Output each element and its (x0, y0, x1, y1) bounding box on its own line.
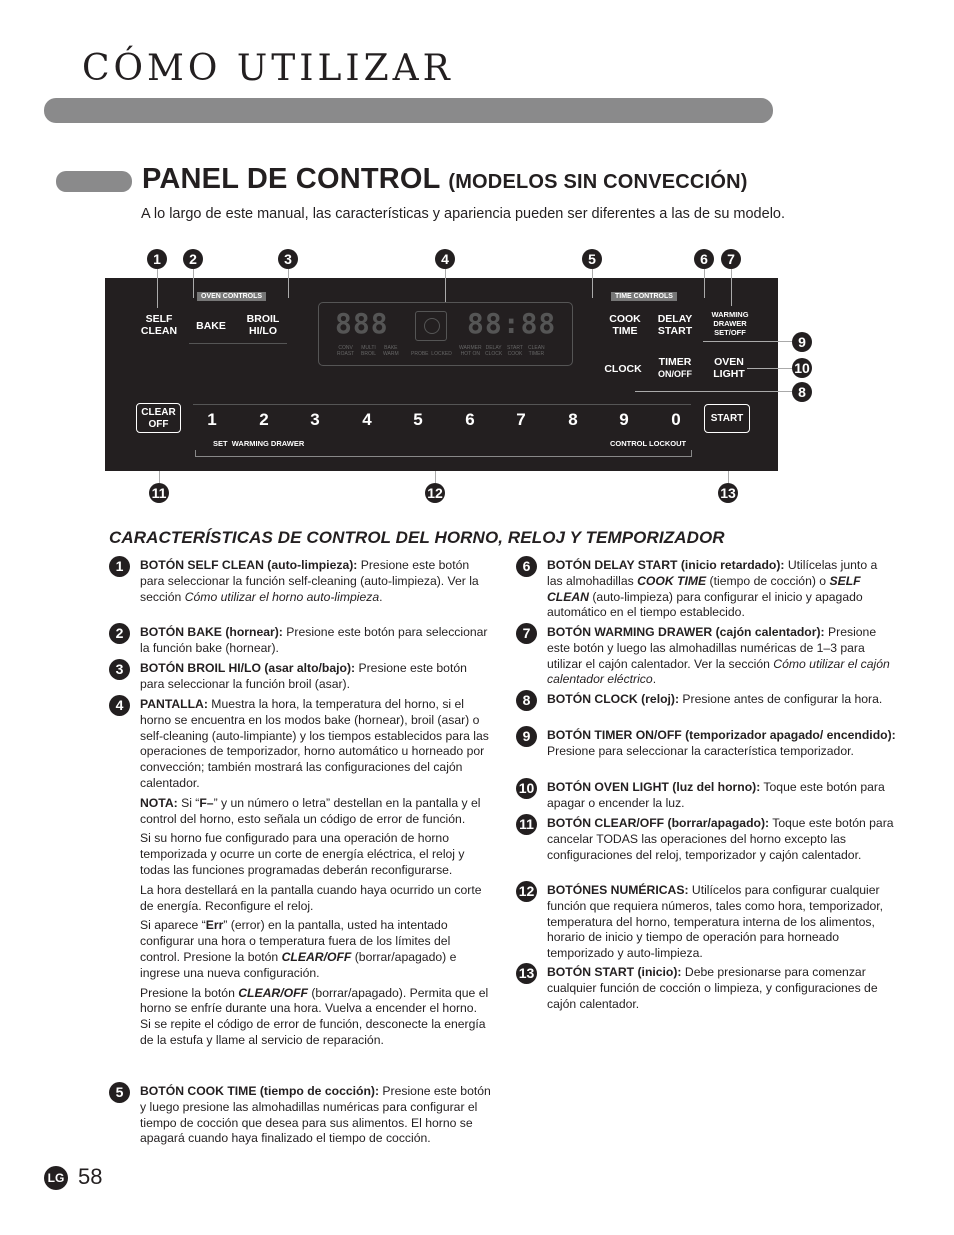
item-7-text (547, 625, 896, 688)
oven-controls-tag: OVEN CONTROLS (197, 292, 266, 301)
note-label: NOTA: (140, 795, 178, 810)
callout-7: 7 (721, 249, 741, 269)
section-title-main: PANEL DE CONTROL (142, 163, 441, 195)
item-10 (516, 780, 896, 812)
oven-light-line2: LIGHT (713, 368, 745, 380)
bullet-5: 5 (109, 1082, 130, 1103)
bullet-2: 2 (109, 623, 130, 644)
item-13-bold: BOTÓN START (inicio): (547, 965, 682, 979)
intro-text: A lo largo de este manual, las características y apariencia pueden ser diferentes a las de su modelo. (141, 206, 786, 222)
item-2 (109, 625, 491, 657)
p5a: Presione la botón (140, 985, 239, 1000)
warming-drawer-line2: DRAWER (713, 319, 747, 328)
item-11 (516, 816, 896, 863)
number-key-3[interactable]: 3 (310, 410, 320, 429)
callout-3: 3 (278, 249, 298, 269)
callout-9: 9 (792, 332, 812, 352)
number-key-0[interactable]: 0 (671, 410, 681, 429)
p4b: ” (error) en la pantalla, usted ha intentado configurar una hora o temperatura fuera de los límites del control. Presione la botón (140, 918, 451, 964)
item-10-bold: BOTÓN OVEN LIGHT (luz del horno): (547, 780, 761, 794)
page-title: CÓMO UTILIZAR (82, 48, 454, 89)
oven-fan-icon (424, 318, 440, 334)
display-label-warmer: WARMER HOT ON (459, 345, 482, 357)
leader-13 (728, 471, 729, 483)
item-8-body: Presione antes de configurar la hora. (679, 692, 883, 706)
callout-10: 10 (792, 358, 812, 378)
inner-leader-5 (592, 278, 593, 298)
p4a: Si aparece “ (140, 918, 206, 933)
p4d: (borrar/apagado) e ingrese una nueva configuración. (140, 949, 457, 980)
item-12-bold: BOTÓNES NUMÉRICAS: (547, 883, 689, 897)
control-lockout-label: CONTROL LOCKOUT (610, 439, 687, 448)
warming-drawer-button[interactable] (705, 310, 755, 337)
item-8-text (547, 692, 896, 708)
item-7-italic: Cómo utilizar el cajón calentador eléctrico (547, 656, 890, 687)
clear-off-line2: OFF (148, 419, 169, 430)
display-temperature: 888 (335, 307, 389, 340)
item-11-text (547, 816, 896, 863)
self-clean-line2: CLEAN (140, 325, 178, 337)
cook-time-button[interactable] (601, 313, 649, 337)
oven-controls-underline (189, 343, 287, 344)
p4-err: Err (205, 918, 224, 933)
callout-5: 5 (582, 249, 602, 269)
item-11-bold: BOTÓN CLEAR/OFF (borrar/apagado): (547, 816, 770, 830)
inner-leader-7 (731, 278, 732, 306)
item-6-t3: (auto-limpieza) para configurar el inicio y apagado automático en el tiempo establecido. (547, 589, 863, 620)
warming-drawer-line1: WARMING (711, 310, 749, 319)
bullet-6: 6 (516, 556, 537, 577)
delay-start-line1: DELAY (657, 313, 693, 325)
section-title (142, 163, 748, 196)
display-label-conv: CONV ROAST (337, 345, 355, 357)
leader-5 (592, 269, 593, 278)
note-a: Si “ (177, 795, 200, 810)
item-12-text (547, 883, 896, 962)
inner-leader-2 (193, 278, 194, 298)
clear-off-button[interactable] (136, 403, 181, 433)
item-9-text (547, 728, 896, 760)
item-8-bold: BOTÓN CLOCK (reloj): (547, 692, 680, 706)
item-4-p5 (140, 986, 491, 1049)
item-1-bold: BOTÓN SELF CLEAN (auto-limpieza): (140, 558, 358, 572)
leader-7 (731, 269, 732, 278)
bullet-10: 10 (516, 778, 537, 799)
bullet-3: 3 (109, 659, 130, 680)
display-label-delay: DELAY CLOCK (485, 345, 503, 357)
keypad-bracket (195, 450, 692, 457)
item-5-body: Presione este botón y luego presione las almohadillas numéricas para configurar el tiempo de cocción que desea para sus alimentos. El horno se apagará cuando haya finalizado el tiempo de cocción. (140, 1084, 491, 1146)
item-4-body: Muestra la hora, la temperatura del horno, si el horno se encuentra en los modos bake (hornear), broil (asar) o self-cleaning (auto-limpiante) y los tiempos establecidos para las operaciones de temporizador, horno automático u horneado por convección; también mostrará las configuraciones del cajón calentador. (140, 697, 489, 790)
item-5-text (140, 1084, 491, 1147)
bullet-4: 4 (109, 695, 130, 716)
timer-button[interactable] (651, 356, 699, 380)
inner-leader-8 (635, 391, 778, 392)
callout-8: 8 (792, 382, 812, 402)
keypad-top-rule (193, 404, 691, 405)
item-6-k1: COOK TIME (637, 573, 707, 588)
number-key-4[interactable]: 4 (362, 410, 372, 429)
leader-1 (157, 269, 158, 278)
oven-light-button[interactable] (705, 356, 753, 380)
display-label-probe: PROBE LOCKED (411, 351, 452, 357)
callout-4: 4 (435, 249, 455, 269)
item-1 (109, 558, 491, 605)
item-4-text (140, 697, 491, 792)
broil-line2: HI/LO (249, 325, 277, 337)
clear-off-line1: CLEAR (141, 407, 176, 418)
number-key-7[interactable]: 7 (516, 410, 526, 429)
note-f: F– (199, 795, 214, 810)
display-label-multi: MULTI BROIL (361, 345, 377, 357)
callout-12: 12 (425, 483, 445, 503)
item-3-bold: BOTÓN BROIL HI/LO (asar alto/bajo): (140, 661, 356, 675)
bullet-12: 12 (516, 881, 537, 902)
set-warming-drawer-label: SET WARMING DRAWER (213, 439, 305, 448)
item-7 (516, 625, 896, 688)
display-clock: 88:88 (467, 307, 557, 340)
item-6-body: Utilícelas junto a las almohadillas (547, 558, 878, 588)
leader-2 (193, 269, 194, 278)
leader-8 (778, 391, 792, 392)
item-13 (516, 965, 896, 1012)
lg-logo-icon: LG (44, 1166, 68, 1190)
item-5-bold: BOTÓN COOK TIME (tiempo de cocción): (140, 1084, 380, 1098)
start-button[interactable]: START (704, 404, 750, 433)
broil-line1: BROIL (246, 313, 280, 325)
display-label-clean: CLEAN TIMER (528, 345, 545, 357)
item-8 (516, 692, 896, 708)
item-13-text (547, 965, 896, 1012)
item-3-text (140, 661, 491, 693)
item-9-bold: BOTÓN TIMER ON/OFF (temporizador apagado/ encendido): (547, 728, 896, 742)
p5-clear: CLEAR/OFF (238, 985, 308, 1000)
inner-leader-1 (157, 278, 158, 308)
title-bar (44, 98, 773, 123)
bullet-13: 13 (516, 963, 537, 984)
oven-light-line1: OVEN (714, 356, 744, 368)
item-7-bold: BOTÓN WARMING DRAWER (cajón calentador): (547, 625, 825, 639)
leader-12 (435, 471, 436, 483)
display-label-bake: BAKE WARM (383, 345, 399, 357)
item-1-text (140, 558, 491, 605)
item-1-body: Presione este botón para seleccionar la función self-cleaning (auto-limpieza). Ver la sección (140, 558, 479, 604)
item-4-bold: PANTALLA: (140, 697, 208, 711)
display-label-start: START COOK (507, 345, 523, 357)
callout-2: 2 (183, 249, 203, 269)
item-7-body: Presione este botón y luego las almohadillas numéricas de 1–3 para utilizar el cajón calentador. Ver la sección (547, 625, 877, 671)
callout-13: 13 (718, 483, 738, 503)
p4-clear: CLEAR/OFF (281, 949, 352, 964)
item-1-italic: Cómo utilizar el horno auto-limpieza (184, 589, 380, 604)
bullet-7: 7 (516, 623, 537, 644)
item-11-body: Toque este botón para cancelar TODAS las operaciones del horno excepto las configuraciones del reloj, temporizador y cajón calentador. (547, 816, 894, 862)
item-6-t2: (tiempo de cocción) o (706, 573, 830, 588)
item-4-p4 (140, 918, 491, 981)
item-3 (109, 661, 491, 693)
item-2-text (140, 625, 491, 657)
item-6 (516, 558, 896, 621)
callout-1: 1 (147, 249, 167, 269)
p5c: (borrar/apagado). Permita que el horno se enfríe durante una hora. Vuelva a encender el horno. Si se repite el código de error de función, desconecte la energía de la estufa y llame al servicio de reparación. (140, 985, 489, 1047)
number-key-2[interactable]: 2 (259, 410, 269, 429)
page-number: 58 (78, 1164, 103, 1189)
section-pill (56, 171, 132, 192)
inner-leader-4 (445, 278, 446, 302)
delay-start-line2: START (657, 325, 693, 337)
leader-9 (778, 341, 792, 342)
item-6-k2: SELF CLEAN (547, 573, 861, 604)
item-6-bold: BOTÓN DELAY START (inicio retardado): (547, 558, 785, 572)
number-key-1[interactable]: 1 (207, 410, 217, 429)
item-13-body: Debe presionarse para comenzar cualquier función de cocción o limpieza, y configuraciones de cajón calentador. (547, 965, 878, 1011)
leader-6 (704, 269, 705, 278)
number-key-9[interactable]: 9 (619, 410, 629, 429)
delay-start-button[interactable] (651, 313, 699, 337)
number-key-8[interactable]: 8 (568, 410, 578, 429)
item-6-text (547, 558, 896, 621)
inner-leader-6 (704, 278, 705, 298)
oven-icon (415, 311, 447, 341)
leader-3 (288, 269, 289, 278)
item-4 (109, 697, 491, 1049)
callout-6: 6 (694, 249, 714, 269)
cook-time-line2: TIME (612, 325, 638, 337)
timer-line1: TIMER (658, 356, 692, 368)
inner-leader-3 (288, 278, 289, 298)
item-4-note (140, 796, 491, 828)
leader-4 (445, 269, 446, 278)
number-key-5[interactable]: 5 (413, 410, 423, 429)
item-5 (109, 1084, 491, 1147)
item-10-body: Toque este botón para apagar o encender la luz. (547, 780, 885, 810)
item-4-p3: La hora destellará en la pantalla cuando haya ocurrido un corte de energía. Reconfigure el reloj. (140, 882, 482, 913)
callout-11: 11 (149, 483, 169, 503)
self-clean-button[interactable] (133, 313, 185, 337)
time-controls-tag: TIME CONTROLS (611, 292, 677, 301)
broil-button[interactable] (239, 313, 287, 337)
clock-button[interactable]: CLOCK (604, 363, 642, 375)
bullet-9: 9 (516, 726, 537, 747)
timer-line2: ON/OFF (658, 369, 692, 379)
note-b: ” y un número o letra” destellan en la pantalla y el control del horno, esto señala un código de error de función. (140, 795, 481, 826)
item-1-end: . (379, 589, 383, 604)
features-title: CARACTERÍSTICAS DE CONTROL DEL HORNO, RELOJ Y TEMPORIZADOR (109, 528, 725, 547)
inner-leader-9 (703, 341, 778, 342)
oven-display (318, 302, 573, 366)
item-3-body: Presione este botón para seleccionar la función broil (asar). (140, 661, 467, 691)
item-7-end: . (652, 672, 657, 687)
item-12 (516, 883, 896, 962)
leader-11 (159, 471, 160, 483)
section-subtitle: (MODELOS SIN CONVECCIÓN) (448, 171, 748, 193)
item-9-body: Presione para seleccionar la característica temporizador. (547, 743, 854, 758)
item-9 (516, 728, 896, 760)
warming-drawer-line3: SET/OFF (714, 328, 746, 337)
self-clean-line1: SELF (145, 313, 173, 325)
cook-time-line1: COOK (609, 313, 641, 325)
item-2-body: Presione este botón para seleccionar la función bake (hornear). (140, 625, 488, 655)
item-10-text (547, 780, 896, 812)
item-2-bold: BOTÓN BAKE (hornear): (140, 625, 283, 639)
bullet-8: 8 (516, 690, 537, 711)
bake-button[interactable]: BAKE (196, 320, 226, 332)
bullet-1: 1 (109, 556, 130, 577)
item-4-p2: Si su horno fue configurado para una operación de horno temporizada y ocurre un corte de energía eléctrica, el reloj y todas las funciones programadas deberán reconfigurarse. (140, 831, 465, 877)
number-key-6[interactable]: 6 (465, 410, 475, 429)
bullet-11: 11 (516, 814, 537, 835)
leader-10 (778, 368, 792, 369)
item-12-body: Utilícelos para configurar cualquier función que requiera números, tales como hora, temporizador, temperatura del horno, temperatura interna de los alimentos, horario de inicio y tiempo de operación para horneado temporizado y auto-limpieza. (547, 883, 884, 961)
